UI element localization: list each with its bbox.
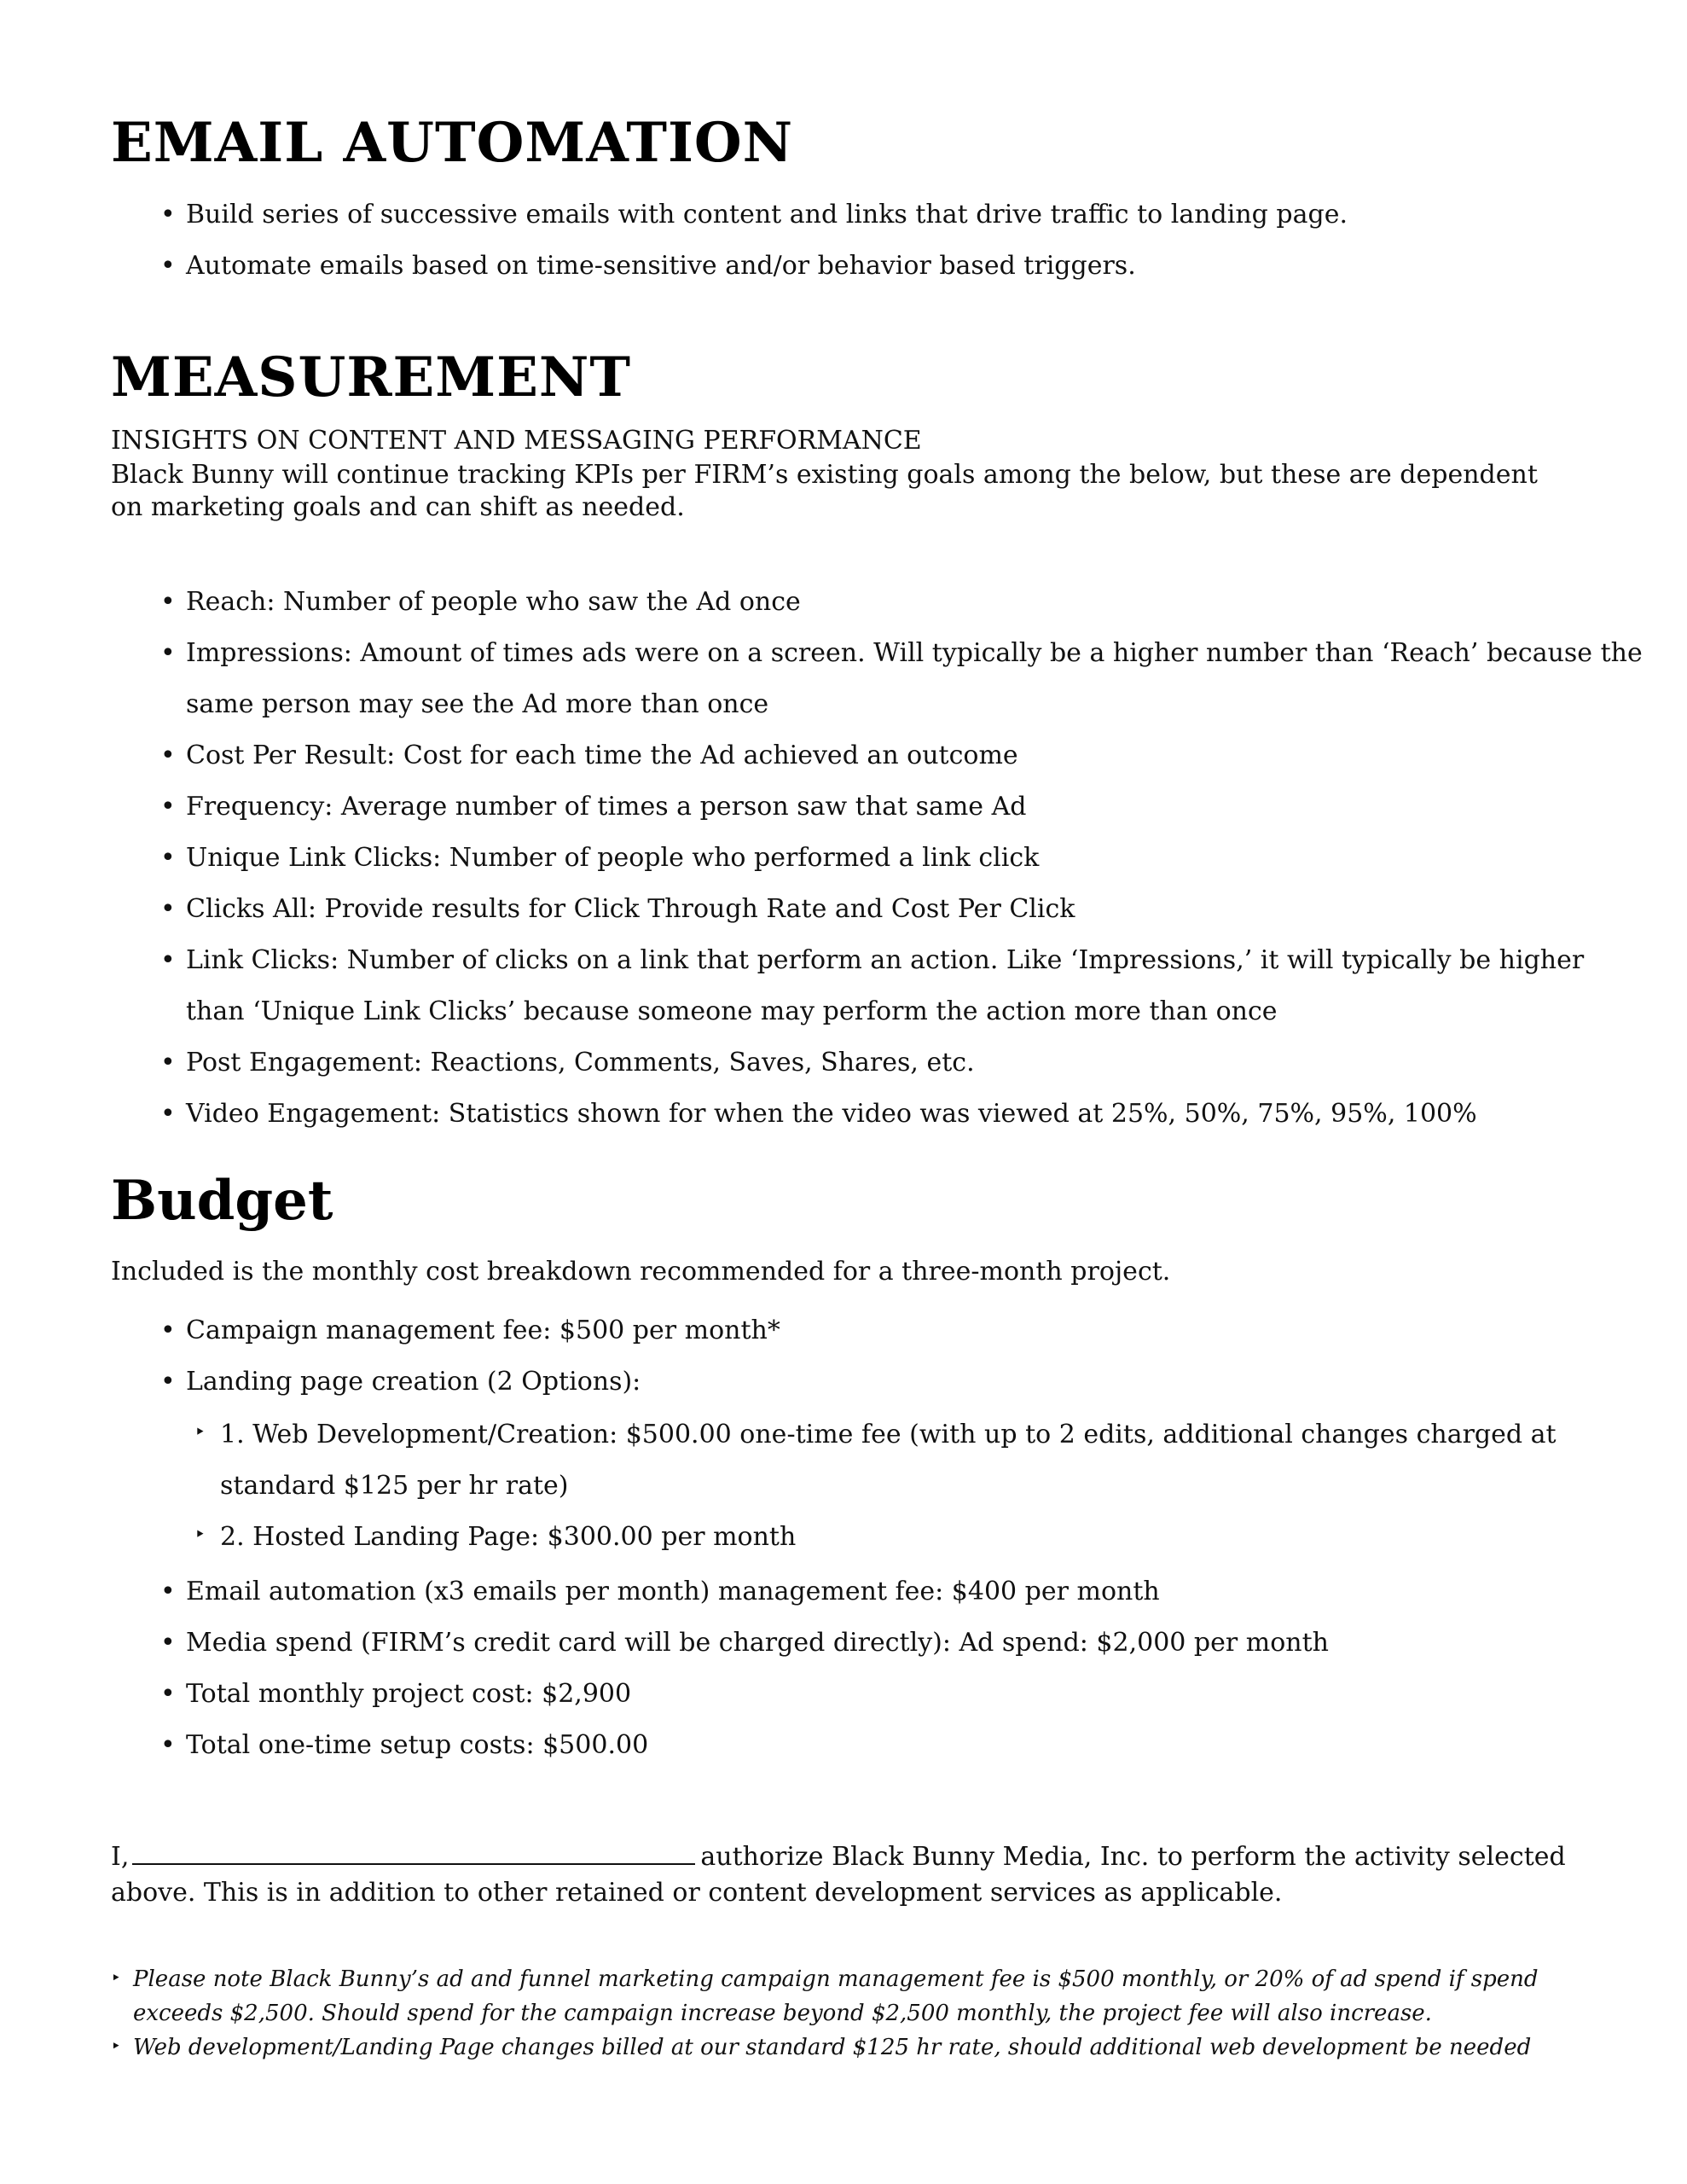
measurement-intro: Black Bunny will continue tracking KPIs per FIRM’s existing goals among the below, but these are dependent on marketing goals and can shift as needed. <box>111 460 1538 522</box>
landing-page-options-list <box>194 1409 1644 1563</box>
footnote: ‣ Web development/Landing Page changes billed at our standard $125 hr rate, should additional web development be needed <box>111 2030 1552 2065</box>
footnotes <box>111 1962 1552 2065</box>
list-item: • Build series of successive emails with content and links that drive traffic to landing page. <box>160 189 1644 241</box>
budget-list <box>160 1305 1644 1408</box>
measurement-kpi-list <box>160 577 1644 1140</box>
measurement-subtitle: INSIGHTS ON CONTENT AND MESSAGING PERFORMANCE <box>111 426 922 456</box>
list-item: • Campaign management fee: $500 per month* <box>160 1305 1644 1356</box>
list-item: • Total one-time setup costs: $500.00 <box>160 1720 1644 1771</box>
list-item: • Unique Link Clicks: Number of people who performed a link click <box>160 833 1644 884</box>
list-item: • Media spend (FIRM’s credit card will be charged directly): Ad spend: $2,000 per month <box>160 1618 1644 1669</box>
list-item: • Impressions: Amount of times ads were on a screen. Will typically be a higher number than ‘Reach’ because the same person may see the Ad more than once <box>160 628 1644 730</box>
budget-list-continued <box>160 1566 1644 1771</box>
footnote: ‣ Please note Black Bunny’s ad and funnel marketing campaign management fee is $500 monthly, or 20% of ad spend if spend exceeds $2,500. Should spend for the campaign increase beyond $2,500 monthly, the project fee will also increase. <box>111 1962 1552 2030</box>
list-item: ‣ 1. Web Development/Creation: $500.00 one-time fee (with up to 2 edits, additional changes charged at standard $125 per hr rate) <box>194 1409 1644 1512</box>
list-item: • Email automation (x3 emails per month) management fee: $400 per month <box>160 1566 1644 1618</box>
list-item: • Link Clicks: Number of clicks on a link that perform an action. Like ‘Impressions,’ it will typically be higher than ‘Unique Link Clicks’ because someone may perform the action more than once <box>160 935 1644 1037</box>
list-item: • Reach: Number of people who saw the Ad once <box>160 577 1644 628</box>
budget-heading: Budget <box>111 1169 333 1233</box>
authorization-prefix: I, <box>111 1842 130 1872</box>
list-item: • Total monthly project cost: $2,900 <box>160 1669 1644 1720</box>
email-automation-list <box>160 189 1644 292</box>
authorization-statement <box>111 1839 1578 1911</box>
list-item: • Video Engagement: Statistics shown for when the video was viewed at 25%, 50%, 75%, 95%, 100% <box>160 1089 1644 1140</box>
email-automation-heading: EMAIL AUTOMATION <box>111 111 794 175</box>
measurement-heading: MEASUREMENT <box>111 346 632 410</box>
list-item: • Landing page creation (2 Options): <box>160 1356 1644 1408</box>
budget-intro: Included is the monthly cost breakdown recommended for a three-month project. <box>111 1257 1171 1287</box>
list-item: • Clicks All: Provide results for Click Through Rate and Cost Per Click <box>160 884 1644 935</box>
list-item: • Post Engagement: Reactions, Comments, Saves, Shares, etc. <box>160 1037 1644 1089</box>
list-item: • Automate emails based on time-sensitive and/or behavior based triggers. <box>160 241 1644 292</box>
signature-line[interactable] <box>132 1841 695 1865</box>
authorization-suffix: authorize Black Bunny Media, Inc. to perform the activity selected above. This is in addition to other retained or content development services as applicable. <box>111 1842 1566 1908</box>
list-item: • Frequency: Average number of times a person saw that same Ad <box>160 781 1644 833</box>
list-item: ‣ 2. Hosted Landing Page: $300.00 per month <box>194 1512 1644 1563</box>
list-item: • Cost Per Result: Cost for each time the Ad achieved an outcome <box>160 730 1644 781</box>
